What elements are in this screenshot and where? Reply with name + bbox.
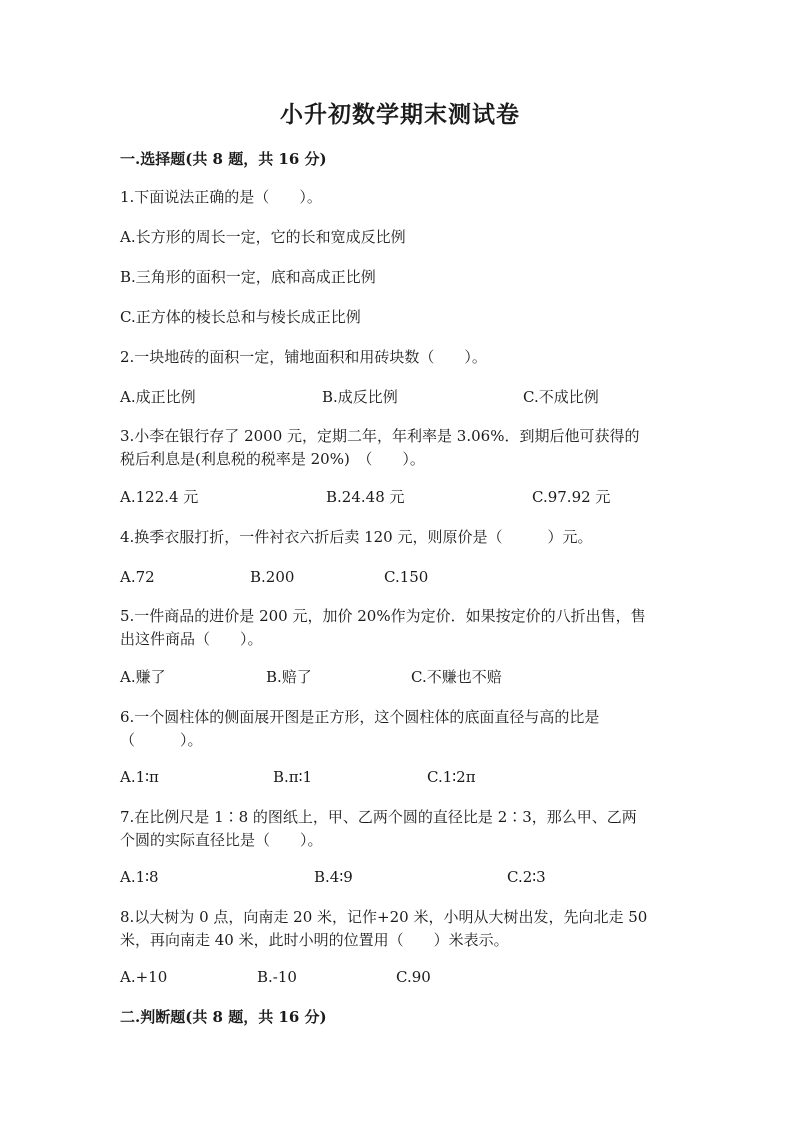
question-1-option-c: C.正方体的棱长总和与棱长成正比例	[120, 308, 361, 326]
question-4-options	[120, 566, 680, 589]
question-2-stem: 2.一块地砖的面积一定，铺地面积和用砖块数（ ）。	[120, 348, 487, 366]
question-8-option-c: C.90	[396, 968, 431, 986]
question-2-option-a: A.成正比例	[120, 388, 196, 406]
question-3-options	[120, 486, 680, 509]
section-heading-judgement: 二.判断题(共 8 题，共 16 分)	[120, 1008, 327, 1026]
question-8-option-b: B.-10	[257, 968, 297, 986]
question-2-options	[120, 386, 680, 409]
question-5-option-b: B.赔了	[266, 668, 312, 686]
question-3-stem-line1: 3.小李在银行存了 2000 元，定期二年，年利率是 3.06%．到期后他可获得的	[120, 427, 640, 445]
question-8-stem-line1: 8.以大树为 0 点，向南走 20 米，记作+20 米，小明从大树出发，先向北走 50	[120, 908, 648, 926]
question-4-option-b: B.200	[250, 568, 295, 586]
question-6-stem-line1: 6.一个圆柱体的侧面展开图是正方形，这个圆柱体的底面直径与高的比是	[120, 708, 600, 726]
question-3-option-c: C.97.92 元	[532, 488, 611, 506]
question-1-option-b: B.三角形的面积一定，底和高成正比例	[120, 268, 376, 286]
question-5-stem-line2: 出这件商品（ ）。	[120, 630, 263, 648]
question-6-option-c: C.1∶2π	[427, 768, 476, 786]
question-4-option-c: C.150	[384, 568, 429, 586]
question-8-stem-line2: 米，再向南走 40 米，此时小明的位置用（ ）米表示。	[120, 931, 509, 949]
question-5-stem-line1: 5.一件商品的进价是 200 元，加价 20%作为定价．如果按定价的八折出售，售	[120, 607, 646, 625]
question-5-option-a: A.赚了	[120, 668, 166, 686]
question-6-stem-line2: （ ）。	[120, 731, 203, 749]
question-7-option-a: A.1∶8	[120, 868, 159, 886]
question-4-option-a: A.72	[120, 568, 155, 586]
question-5-options	[120, 666, 680, 689]
question-3-stem-line2: 税后利息是(利息税的税率是 20%) （ ）。	[120, 450, 425, 468]
question-3-option-b: B.24.48 元	[326, 488, 405, 506]
question-8-options	[120, 966, 680, 989]
section-heading-choice: 一.选择题(共 8 题，共 16 分)	[120, 150, 327, 168]
question-7-option-b: B.4∶9	[314, 868, 353, 886]
question-2-option-b: B.成反比例	[322, 388, 398, 406]
question-7-stem-line1: 7.在比例尺是 1∶8 的图纸上，甲、乙两个圆的直径比是 2∶3，那么甲、乙两	[120, 808, 637, 826]
question-7-stem-line2: 个圆的实际直径比是（ ）。	[120, 831, 323, 849]
question-4-stem: 4.换季衣服打折，一件衬衣六折后卖 120 元，则原价是（ ）元。	[120, 528, 593, 546]
question-1-option-a: A.长方形的周长一定，它的长和宽成反比例	[120, 228, 406, 246]
question-7-option-c: C.2∶3	[507, 868, 546, 886]
question-1-stem: 1.下面说法正确的是（ ）。	[120, 188, 322, 206]
question-7-options	[120, 866, 680, 889]
question-6-option-b: B.π∶1	[273, 768, 313, 786]
question-2-option-c: C.不成比例	[523, 388, 599, 406]
question-5-option-c: C.不赚也不赔	[411, 668, 502, 686]
question-8-option-a: A.+10	[120, 968, 168, 986]
page-title: 小升初数学期末测试卷	[280, 101, 520, 128]
question-3-option-a: A.122.4 元	[120, 488, 199, 506]
question-6-options	[120, 766, 680, 789]
question-6-option-a: A.1∶π	[120, 768, 159, 786]
